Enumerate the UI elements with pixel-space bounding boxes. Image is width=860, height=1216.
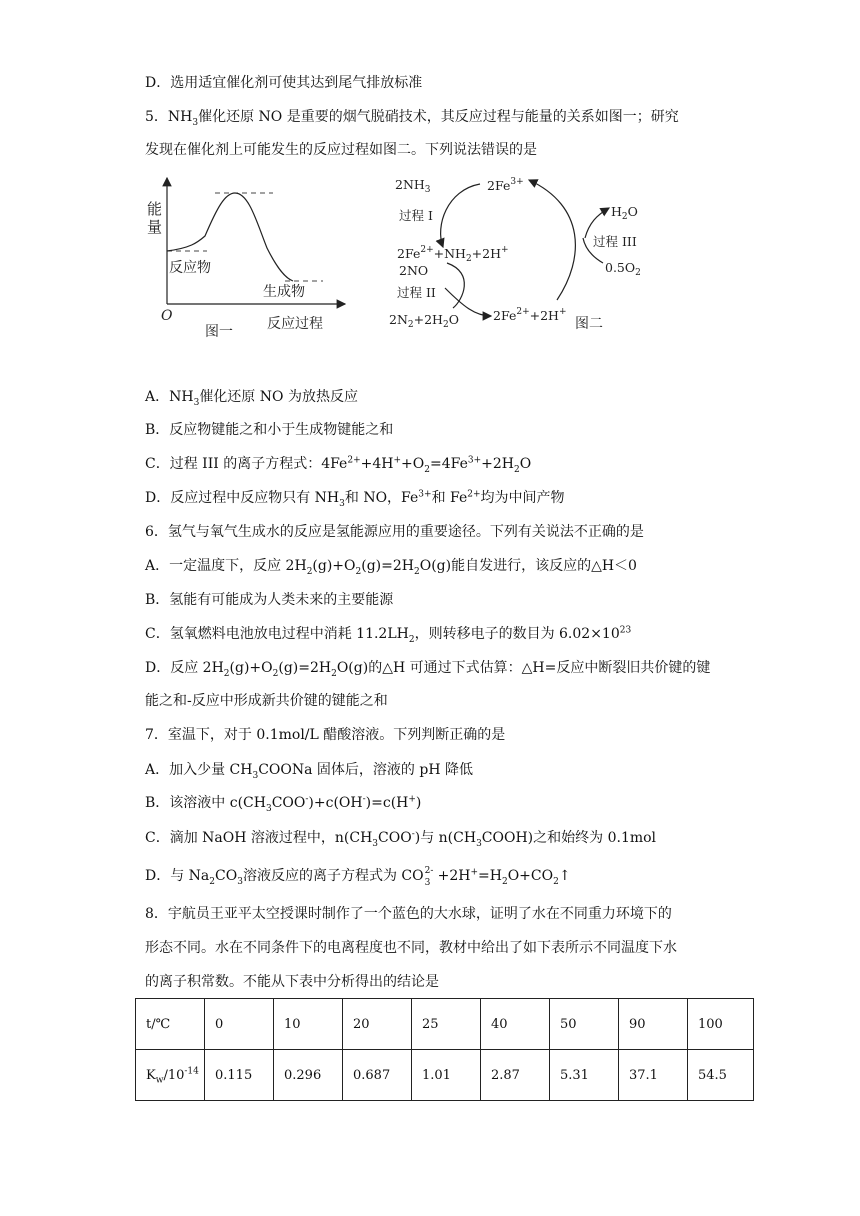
q7-option-b: B．该溶液中 $c(CH_3COO^-)+c(OH^-)=c(H^+)$ xyxy=(145,794,422,814)
q8-stem-line2: 形态不同。水在不同条件下的电离程度也不同，教材中给出了如下表所示不同温度下水 xyxy=(145,940,677,956)
figure-2-catalytic-cycle xyxy=(389,177,641,332)
q6-stem: 6．氢气与氧气生成水的反应是氢能源应用的重要途径。下列有关说法不正确的是 xyxy=(145,524,644,540)
fig2-caption: 图二 xyxy=(575,316,603,332)
fig2-products: $2N_2+2H_2O$ xyxy=(389,312,459,330)
fig1-reactants-label: 反应物 xyxy=(169,260,211,276)
fig1-products-label: 生成物 xyxy=(263,284,305,300)
kw-cell: 0.115 xyxy=(205,1050,274,1101)
fig2-fe3: $2Fe^{3+}$ xyxy=(487,177,524,193)
kw-cell: 54.5 xyxy=(688,1050,754,1101)
q7-option-d: D．与 $Na_2CO_3$溶液反应的离子方程式为 CO 2- 3 $+2H^+=H_2O+CO_2↑$ xyxy=(145,866,571,888)
fig2-step1: 过程 I xyxy=(399,208,433,223)
fig2-step2: 过程 II xyxy=(397,285,436,300)
kw-table-value-row xyxy=(136,1050,754,1101)
q4-option-d: D．选用适宜催化剂可使其达到尾气排放标准 xyxy=(145,75,423,91)
q8-stem-line3: 的离子积常数。不能从下表中分析得出的结论是 xyxy=(145,974,439,990)
temp-cell: 90 xyxy=(619,999,688,1050)
fig2-o2: $0.5O_2$ xyxy=(605,260,641,278)
kw-cell: 0.687 xyxy=(343,1050,412,1101)
fig1-origin: O xyxy=(161,308,173,324)
kw-table-header-kw: $K_w/10^{-14}$ xyxy=(136,1050,205,1101)
fig2-h2o: $H_2O$ xyxy=(611,204,638,222)
temp-cell: 100 xyxy=(688,999,754,1050)
q7-option-a: A．加入少量 $CH_3COONa$ 固体后，溶液的 pH 降低 xyxy=(145,762,474,781)
q7-option-c: C．滴加 NaOH 溶液过程中，$n(CH_3COO^-)$与 $n(CH_3COOH)$之和始终为 0.1mol xyxy=(145,829,657,849)
temp-cell: 10 xyxy=(274,999,343,1050)
fig2-arrow-step2-top xyxy=(447,263,464,308)
kw-cell: 5.31 xyxy=(550,1050,619,1101)
fig1-caption: 图一 xyxy=(205,324,233,340)
kw-table xyxy=(135,998,754,1101)
kw-cell: 0.296 xyxy=(274,1050,343,1101)
carbonate-ion-charge: 2- 3 xyxy=(424,866,434,888)
fig1-ylabel-1: 能 xyxy=(147,200,163,218)
fig2-step3: 过程 III xyxy=(593,234,637,249)
figure-1-energy-diagram xyxy=(147,178,345,340)
kw-cell: 37.1 xyxy=(619,1050,688,1101)
fig2-intermediate: $2Fe^{2+}+NH_2+2H^+$ xyxy=(397,245,509,264)
q5-stem-text-a: 5．NH xyxy=(145,109,193,125)
kw-table-header-t: t/℃ xyxy=(136,999,205,1050)
q6-option-c: C．氢氧燃料电池放电过程中消耗 $11.2LH_2$，则转移电子的数目为 $6.02\times 10^{23}$ xyxy=(145,625,632,645)
q5-figures xyxy=(145,168,675,346)
temp-cell: 25 xyxy=(412,999,481,1050)
q5-stem-line2: 发现在催化剂上可能发生的反应过程如图二。下列说法错误的是 xyxy=(145,142,537,158)
q6-option-a: A．一定温度下，反应 $2H_2(g)+O_2(g)=2H_2O(g)$能自发进行，该反应的△H＜0 xyxy=(145,558,637,577)
q6-option-d-line1: D．反应 $2H_2(g)+O_2(g)=2H_2O(g)$的△H 可通过下式估算：△H=反应中断裂旧共价键的键 xyxy=(145,660,711,679)
fig2-nh3: $2NH_3$ xyxy=(395,177,431,195)
q5-stem-line1 xyxy=(145,107,679,127)
q5-stem-sub: 3 xyxy=(192,117,199,128)
temp-cell: 20 xyxy=(343,999,412,1050)
temp-cell: 0 xyxy=(205,999,274,1050)
kw-cell: 2.87 xyxy=(481,1050,550,1101)
fig2-no: 2NO xyxy=(399,263,429,278)
fig2-arrow-regeneration xyxy=(529,180,575,300)
fig2-fe2: $2Fe^{2+}+2H^+$ xyxy=(493,307,567,323)
fig1-ylabel-2: 量 xyxy=(147,218,163,236)
temp-cell: 50 xyxy=(550,999,619,1050)
q5-option-a: A．$NH_3$催化还原 NO 为放热反应 xyxy=(145,389,358,408)
q8-stem-line1: 8．宇航员王亚平太空授课时制作了一个蓝色的大水球，证明了水在不同重力环境下的 xyxy=(145,906,672,922)
q6-option-b: B．氢能有可能成为人类未来的主要能源 xyxy=(145,592,394,608)
q5-option-d: D．反应过程中反应物只有 $NH_3$和 NO，$Fe^{3+}$和 $Fe^{2+}$均为中间产物 xyxy=(145,489,565,509)
q5-stem-text-c: 催化还原 NO 是重要的烟气脱硝技术，其反应过程与能量的关系如图一；研究 xyxy=(198,109,679,125)
fig2-arrow-step1 xyxy=(441,184,480,247)
q5-option-b: B．反应物键能之和小于生成物键能之和 xyxy=(145,422,394,438)
q7-stem: 7．室温下，对于 0.1mol/L 醋酸溶液。下列判断正确的是 xyxy=(145,727,506,743)
kw-table-header-row xyxy=(136,999,754,1050)
fig1-xlabel: 反应过程 xyxy=(267,316,323,332)
q6-option-d-line2: 能之和-反应中形成新共价键的键能之和 xyxy=(145,693,388,709)
kw-cell: 1.01 xyxy=(412,1050,481,1101)
q5-option-c: C．过程 III 的离子方程式：$4Fe^{2+}+4H^++O_2=4Fe^{3+}+2H_2O$ xyxy=(145,455,532,475)
temp-cell: 40 xyxy=(481,999,550,1050)
